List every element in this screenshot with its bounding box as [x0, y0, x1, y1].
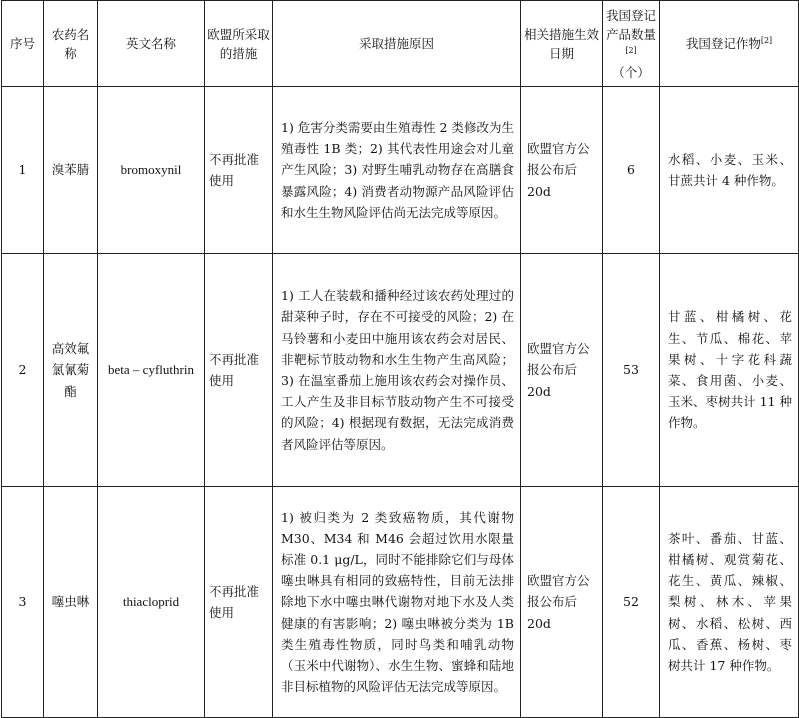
header-count-ref: [2] [625, 45, 637, 55]
cell-crops: 水稻、小麦、玉米、甘蔗共计 4 种作物。 [660, 87, 799, 254]
cell-no: 1 [2, 87, 44, 254]
cell-crops: 甘蓝、柑橘树、花生、节瓜、棉花、苹果树、十字花科蔬菜、食用菌、小麦、玉米、枣树共计 11 种作物。 [660, 254, 799, 487]
cell-reason: 1) 工人在装载和播种经过该农药处理过的甜菜种子时，存在不可接受的风险；2) 在马铃薯和小麦田中施用该农药会对居民、非靶标节肢动物和水生生物产生高风险；3) 在温室番茄上施用该农药会对操作员、工人产生及非目标节肢动物产生不可接受的风险；4) 根据现有数据，无法完成消费者风险评估等原因。 [273, 254, 521, 487]
cell-no: 3 [2, 487, 44, 718]
header-count-unit: （个） [612, 64, 650, 80]
header-row [2, 1, 799, 87]
cell-name: 噻虫啉 [44, 487, 98, 718]
cell-count: 52 [603, 487, 660, 718]
cell-reason: 1) 危害分类需要由生殖毒性 2 类修改为生殖毒性 1B 类；2) 其代表性用途会对儿童产生风险；3) 对野生哺乳动物存在高膳食暴露风险；4) 消费者动物源产品风险评估和水生生物风险评估尚无法完成等原因。 [273, 87, 521, 254]
cell-english: thiacloprid [98, 487, 205, 718]
cell-english: bromoxynil [98, 87, 205, 254]
cell-measure: 不再批准使用 [205, 87, 273, 254]
header-no: 序号 [2, 1, 44, 87]
cell-count: 53 [603, 254, 660, 487]
cell-count: 6 [603, 87, 660, 254]
cell-name: 溴苯腈 [44, 87, 98, 254]
header-count [603, 1, 660, 87]
header-english: 英文名称 [98, 1, 205, 87]
header-crops [660, 1, 799, 87]
cell-crops: 茶叶、番茄、甘蓝、柑橘树、观赏菊花、花生、黄瓜、辣椒、梨树、林木、苹果树、水稻、松树、西瓜、香蕉、杨树、枣树共计 17 种作物。 [660, 487, 799, 718]
cell-english: beta – cyfluthrin [98, 254, 205, 487]
cell-date: 欧盟官方公报公布后20d [521, 254, 603, 487]
header-reason: 采取措施原因 [273, 1, 521, 87]
header-name: 农药名称 [44, 1, 98, 87]
cell-measure: 不再批准使用 [205, 254, 273, 487]
cell-measure: 不再批准使用 [205, 487, 273, 718]
table-row [2, 87, 799, 254]
header-crops-ref: [2] [760, 35, 773, 45]
cell-no: 2 [2, 254, 44, 487]
table-row [2, 487, 799, 718]
header-count-label: 我国登记产品数量 [605, 7, 656, 42]
cell-reason: 1) 被归类为 2 类致癌物质，其代谢物 M30、M34 和 M46 会超过饮用水限量标准 0.1 μg/L，同时不能排除它们与母体噻虫啉具有相同的致癌特性，目前无法排除地下水中噻虫啉代谢物对地下水及人类健康的有害影响；2) 噻虫啉被分类为 1B 类生殖毒性物质，同时鸟类和哺乳动物（玉米中代谢物）、水生生物、蜜蜂和陆地非目标植物的风险评估无法完成等原因。 [273, 487, 521, 718]
cell-date: 欧盟官方公报公布后20d [521, 87, 603, 254]
table-row [2, 254, 799, 487]
header-measure: 欧盟所采取的措施 [205, 1, 273, 87]
header-crops-label: 我国登记作物 [685, 36, 761, 51]
header-date: 相关措施生效日期 [521, 1, 603, 87]
pesticide-table [1, 0, 799, 718]
cell-name: 高效氟氯氰菊酯 [44, 254, 98, 487]
cell-date: 欧盟官方公报公布后20d [521, 487, 603, 718]
